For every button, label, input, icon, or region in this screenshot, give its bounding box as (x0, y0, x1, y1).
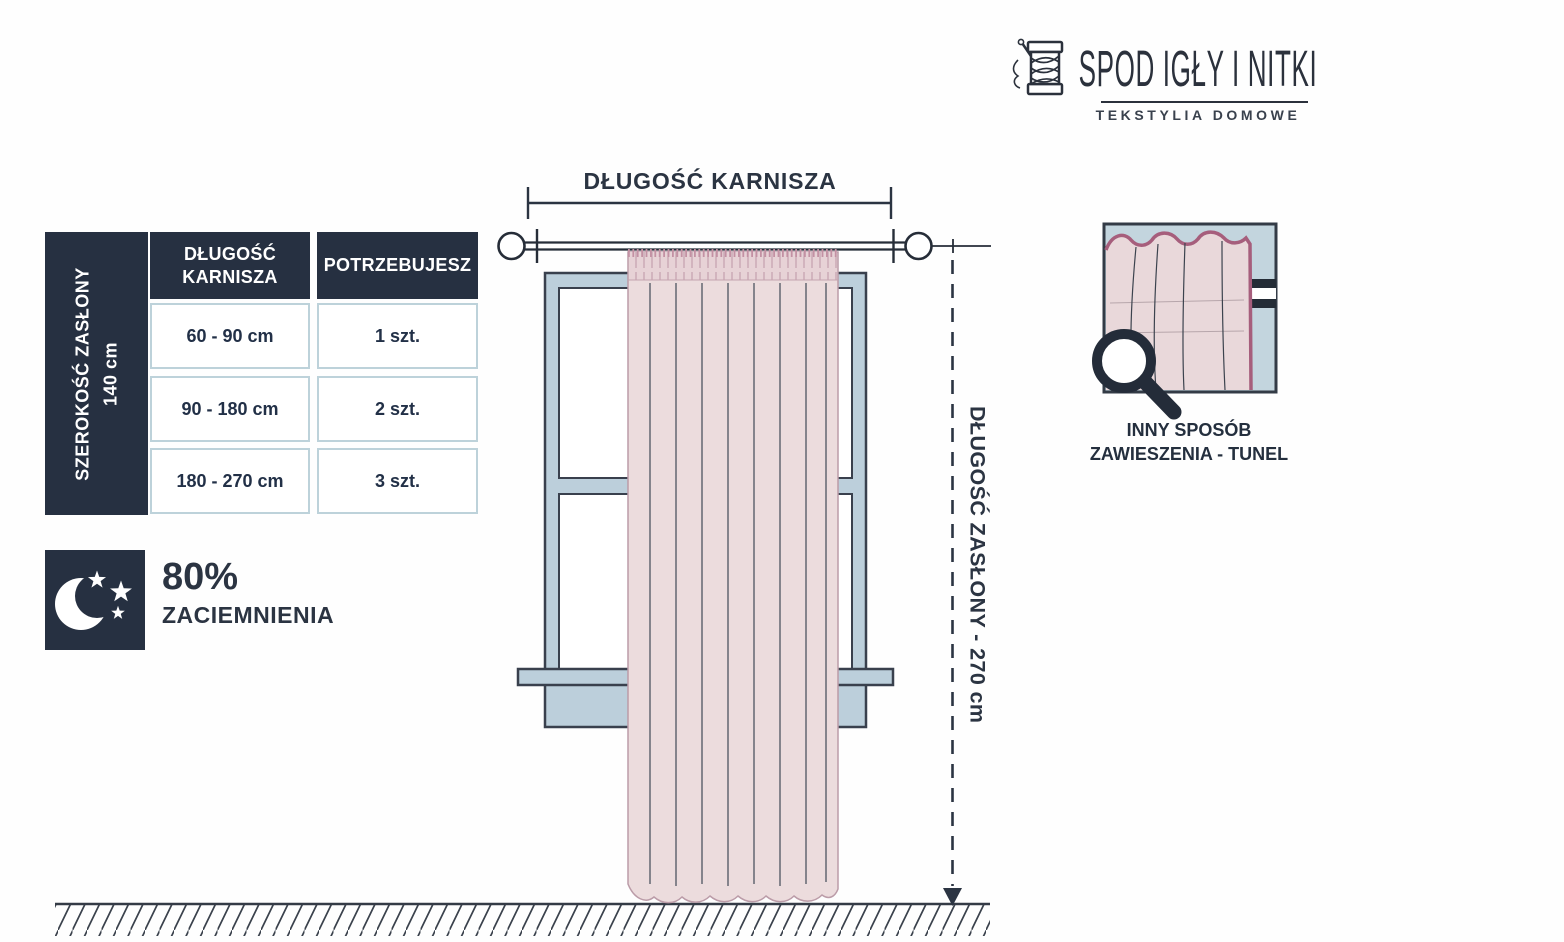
brand-name: SPOD IGŁY I NITKI (1078, 39, 1318, 98)
brand-divider (1101, 101, 1308, 103)
curtain-width-value: 140 cm (99, 341, 120, 406)
curtain-width-label: SZEROKOŚĆ ZASŁONY (71, 266, 92, 481)
curtain-length-label: DŁUGOŚĆ ZASŁONY - 270 cm (965, 406, 990, 724)
table-cell-pieces-2: 2 szt. (317, 376, 478, 442)
table-header-rod-length: DŁUGOŚĆ KARNISZA (150, 232, 310, 299)
blackout-badge (45, 550, 145, 650)
rod-length-title: DŁUGOŚĆ KARNISZA (583, 168, 837, 194)
table-cell-pieces-1: 1 szt. (317, 303, 478, 369)
tunnel-rod (1250, 279, 1276, 288)
table-header-pieces: POTRZEBUJESZ (317, 232, 478, 299)
brand-tagline: TEKSTYLIA DOMOWE (1095, 107, 1301, 123)
blackout-label: ZACIEMNIENIA (162, 602, 335, 628)
alt-hanging-thumbnail (1097, 224, 1276, 412)
table-cell-rod-length-2: 90 - 180 cm (150, 376, 310, 442)
alt-hanging-caption-line1: INNY SPOSÓB (1126, 420, 1252, 440)
table-cell-rod-length-3: 180 - 270 cm (150, 448, 310, 514)
curtain (628, 252, 838, 903)
table-cell-rod-length-1: 60 - 90 cm (150, 303, 310, 369)
alt-hanging-caption-line2: ZAWIESZENIA - TUNEL (1089, 444, 1289, 464)
curtain-width-banner (45, 232, 148, 515)
ground (55, 904, 990, 936)
table-cell-pieces-3: 3 szt. (317, 448, 478, 514)
blackout-percent: 80% (162, 556, 239, 598)
moon-stars-icon (45, 550, 145, 650)
yarn-spool-icon (1008, 34, 1070, 102)
